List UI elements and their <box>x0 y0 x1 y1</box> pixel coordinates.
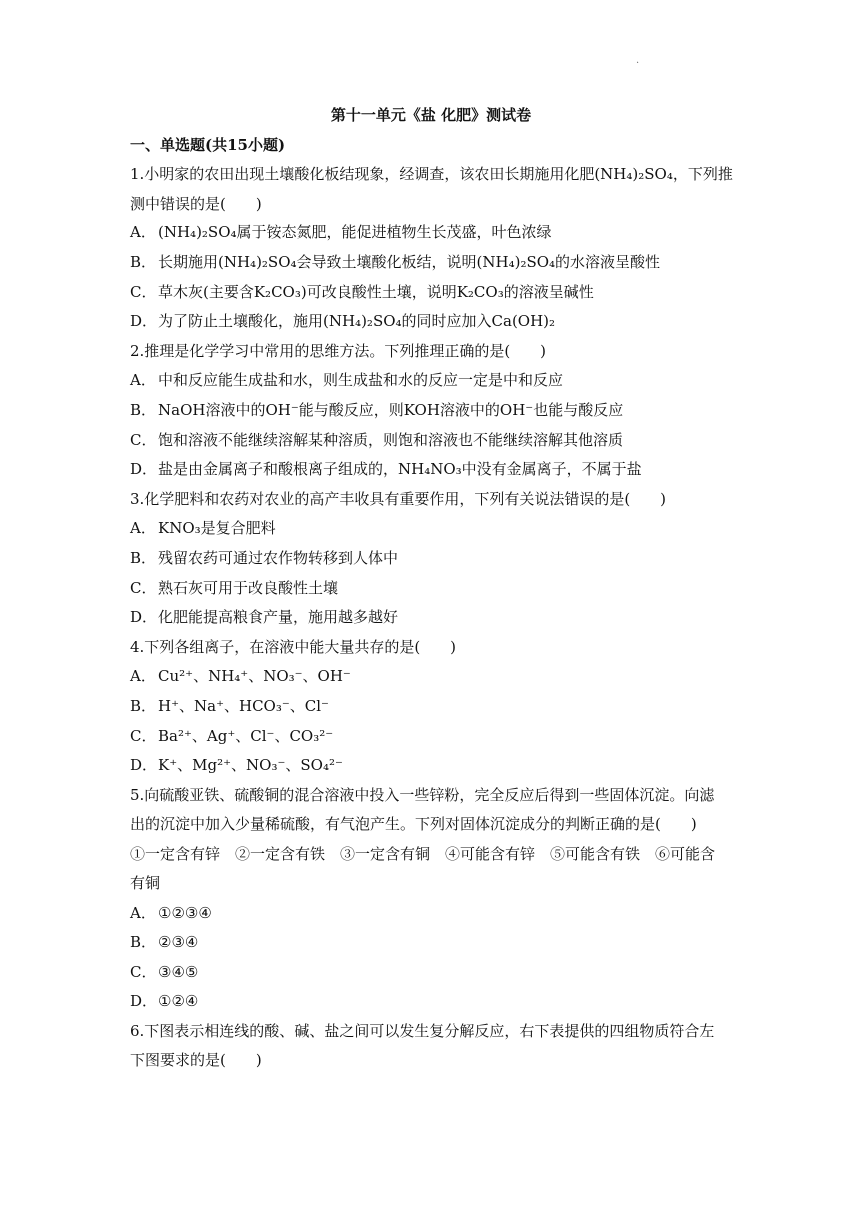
q5-option-a-text: ①②③④ <box>158 904 212 922</box>
q1-option-b-text: 长期施用(NH₄)₂SO₄会导致土壤酸化板结，说明(NH₄)₂SO₄的水溶液呈酸性 <box>158 253 661 271</box>
q2-option-a[interactable]: A． 中和反应能生成盐和水，则生成盐和水的反应一定是中和反应 <box>130 371 564 389</box>
q2-option-b[interactable]: B． NaOH溶液中的OH⁻能与酸反应，则KOH溶液中的OH⁻也能与酸反应 <box>130 401 624 419</box>
q3-option-b[interactable]: B． 残留农药可通过农作物转移到人体中 <box>130 549 399 567</box>
q1-option-c[interactable]: C． 草木灰(主要含K₂CO₃)可改良酸性土壤，说明K₂CO₃的溶液呈碱性 <box>130 283 594 301</box>
q5-option-d[interactable]: D．①②④ <box>130 992 199 1010</box>
q4-option-b-text: H⁺、Na⁺、HCO₃⁻、Cl⁻ <box>158 697 329 715</box>
q3-stem: 3.化学肥料和农药对农业的高产丰收具有重要作用，下列有关说法错误的是( ) <box>130 490 667 508</box>
q1-stem-line2: 测中错误的是( ) <box>130 195 262 213</box>
q4-option-c[interactable]: C． Ba²⁺、Ag⁺、Cl⁻、CO₃²⁻ <box>130 727 334 745</box>
q1-stem-line1: 1.小明家的农田出现土壤酸化板结现象，经调查，该农田长期施用化肥(NH₄)₂SO₄，下列推 <box>130 165 733 183</box>
q3-option-c[interactable]: C． 熟石灰可用于改良酸性土壤 <box>130 579 339 597</box>
q1-option-c-text: 草木灰(主要含K₂CO₃)可改良酸性土壤，说明K₂CO₃的溶液呈碱性 <box>158 283 594 301</box>
q3-option-b-text: 残留农药可通过农作物转移到人体中 <box>158 549 399 567</box>
q5-option-b[interactable]: B． ②③④ <box>130 933 199 951</box>
q2-stem: 2.推理是化学学习中常用的思维方法。下列推理正确的是( ) <box>130 342 547 360</box>
q3-option-d-text: 化肥能提高粮食产量，施用越多越好 <box>158 608 399 626</box>
q2-option-c[interactable]: C． 饱和溶液不能继续溶解某种溶质，则饱和溶液也不能继续溶解其他溶质 <box>130 431 624 449</box>
q1-option-d-text: 为了防止土壤酸化，施用(NH₄)₂SO₄的同时应加入Ca(OH)₂ <box>158 312 556 330</box>
q4-option-a-text: Cu²⁺、NH₄⁺、NO₃⁻、OH⁻ <box>158 667 351 685</box>
q4-option-b[interactable]: B． H⁺、Na⁺、HCO₃⁻、Cl⁻ <box>130 697 329 715</box>
q2-option-d[interactable]: D．盐是由金属离子和酸根离子组成的，NH₄NO₃中没有金属离子，不属于盐 <box>130 460 642 478</box>
q6-stem-line1: 6.下图表示相连线的酸、碱、盐之间可以发生复分解反应，右下表提供的四组物质符合左 <box>130 1022 715 1040</box>
q5-option-d-text: ①②④ <box>158 992 199 1010</box>
q5-stem-line2: 出的沉淀中加入少量稀硫酸，有气泡产生。下列对固体沉淀成分的判断正确的是( ) <box>130 815 697 833</box>
q1-option-a[interactable]: A． (NH₄)₂SO₄属于铵态氮肥，能促进植物生长茂盛，叶色浓绿 <box>130 223 552 241</box>
q3-option-c-text: 熟石灰可用于改良酸性土壤 <box>158 579 339 597</box>
q4-option-d-text: K⁺、Mg²⁺、NO₃⁻、SO₄²⁻ <box>158 756 343 774</box>
q1-option-a-text: (NH₄)₂SO₄属于铵态氮肥，能促进植物生长茂盛，叶色浓绿 <box>158 223 552 241</box>
q1-option-d[interactable]: D．为了防止土壤酸化，施用(NH₄)₂SO₄的同时应加入Ca(OH)₂ <box>130 312 556 330</box>
q1-option-b[interactable]: B． 长期施用(NH₄)₂SO₄会导致土壤酸化板结，说明(NH₄)₂SO₄的水溶液呈酸性 <box>130 253 661 271</box>
q4-option-d[interactable]: D．K⁺、Mg²⁺、NO₃⁻、SO₄²⁻ <box>130 756 343 774</box>
q5-stem-line1: 5.向硫酸亚铁、硫酸铜的混合溶液中投入一些锌粉，完全反应后得到一些固体沉淀。向滤 <box>130 786 715 804</box>
q2-option-d-text: 盐是由金属离子和酸根离子组成的，NH₄NO₃中没有金属离子，不属于盐 <box>158 460 642 478</box>
q5-stem-line3: ①一定含有锌 ②一定含有铁 ③一定含有铜 ④可能含有锌 ⑤可能含有铁 ⑥可能含 <box>130 845 716 863</box>
q3-option-a-text: KNO₃是复合肥料 <box>158 519 276 537</box>
section-heading: 一、单选题(共15小题) <box>130 136 286 154</box>
q6-stem-line2: 下图要求的是( ) <box>130 1051 262 1069</box>
q4-option-c-text: Ba²⁺、Ag⁺、Cl⁻、CO₃²⁻ <box>158 727 334 745</box>
q4-stem: 4.下列各组离子，在溶液中能大量共存的是( ) <box>130 638 457 656</box>
q5-option-a[interactable]: A． ①②③④ <box>130 904 212 922</box>
q2-option-b-text: NaOH溶液中的OH⁻能与酸反应，则KOH溶液中的OH⁻也能与酸反应 <box>158 401 624 419</box>
q2-option-c-text: 饱和溶液不能继续溶解某种溶质，则饱和溶液也不能继续溶解其他溶质 <box>158 431 624 449</box>
q5-stem-line4: 有铜 <box>130 874 161 892</box>
corner-mark: · <box>636 58 640 69</box>
q2-option-a-text: 中和反应能生成盐和水，则生成盐和水的反应一定是中和反应 <box>158 371 564 389</box>
q4-option-a[interactable]: A． Cu²⁺、NH₄⁺、NO₃⁻、OH⁻ <box>130 667 351 685</box>
q5-option-c[interactable]: C． ③④⑤ <box>130 963 199 981</box>
q3-option-d[interactable]: D．化肥能提高粮食产量，施用越多越好 <box>130 608 399 626</box>
q3-option-a[interactable]: A． KNO₃是复合肥料 <box>130 519 276 537</box>
q5-option-b-text: ②③④ <box>158 933 199 951</box>
q5-option-c-text: ③④⑤ <box>158 963 199 981</box>
page-title: 第十一单元《盐 化肥》测试卷 <box>330 106 532 124</box>
